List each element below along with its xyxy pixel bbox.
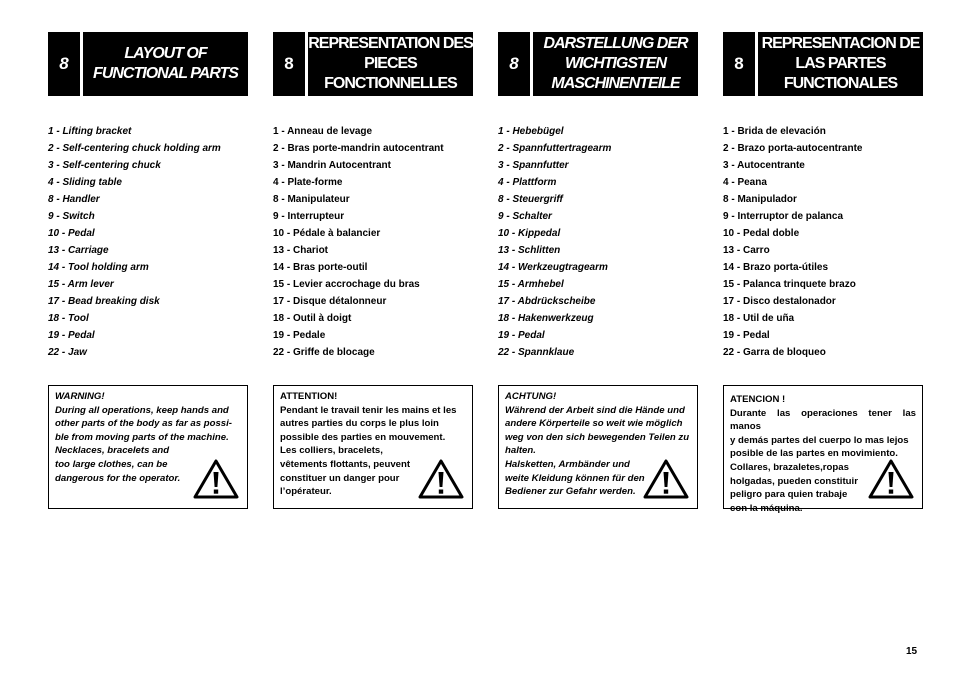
- list-item: 4 - Peana: [723, 177, 767, 188]
- section-title-line: REPRESENTACION DE: [761, 35, 920, 52]
- section-header: [723, 32, 923, 96]
- list-item: 18 - Hakenwerkzeug: [498, 313, 594, 324]
- warning-label: ACHTUNG!: [505, 391, 557, 402]
- section-title-line: LAYOUT OF: [124, 45, 207, 62]
- warning-text-line: possible des parties en mouvement.: [280, 431, 446, 443]
- warning-text-line: During all operations, keep hands and: [55, 404, 229, 416]
- list-item: 4 - Plate-forme: [273, 177, 343, 188]
- list-item: 10 - Kippedal: [498, 228, 561, 239]
- section-english: [48, 32, 248, 484]
- list-item: 4 - Sliding table: [48, 177, 122, 188]
- list-item: 13 - Carro: [723, 245, 770, 256]
- warning-triangle-icon: [868, 459, 914, 499]
- list-item: 9 - Schalter: [498, 211, 552, 222]
- warning-box: [273, 385, 473, 509]
- list-item: 8 - Manipulateur: [273, 194, 350, 205]
- list-item: 3 - Spannfutter: [498, 160, 569, 171]
- list-item: 2 - Self-centering chuck holding arm: [48, 143, 221, 154]
- list-item: 8 - Handler: [48, 194, 100, 205]
- warning-text-line: posible de las partes en movimiento.: [730, 448, 898, 460]
- section-title-line: WICHTIGSTEN: [565, 55, 666, 72]
- section-number: 8: [723, 32, 755, 96]
- list-item: 17 - Disque détalonneur: [273, 296, 387, 307]
- section-title-line: FUNCTIONALES: [783, 75, 898, 92]
- list-item: 19 - Pedal: [48, 330, 95, 341]
- warning-label: ATTENTION!: [280, 391, 338, 402]
- warning-text-line: Durante las operaciones tener las manos: [730, 407, 916, 433]
- section-title-line: LAS PARTES: [795, 55, 886, 72]
- warning-box: [498, 385, 698, 509]
- list-item: 15 - Armhebel: [498, 279, 564, 290]
- page-number: 15: [906, 646, 918, 657]
- list-item: 22 - Spannklaue: [498, 347, 575, 358]
- warning-text-line: Während der Arbeit sind die Hände und: [505, 404, 685, 416]
- list-item: 8 - Manipulador: [723, 194, 797, 205]
- warning-text-line: constituer un danger pour: [280, 472, 400, 484]
- section-header: [498, 32, 698, 96]
- list-item: 3 - Self-centering chuck: [48, 160, 161, 171]
- list-item: 17 - Abdrückscheibe: [498, 296, 596, 307]
- list-item: 9 - Interruptor de palanca: [723, 211, 844, 222]
- warning-text-line: andere Körperteile so weit wie möglich: [505, 418, 683, 430]
- warning-text-line: y demás partes del cuerpo lo mas lejos: [730, 434, 909, 446]
- list-item: 18 - Util de uña: [723, 313, 795, 324]
- section-title-line: DARSTELLUNG DER: [543, 35, 688, 52]
- warning-label: ATENCION !: [730, 394, 786, 405]
- section-title-line: FONCTIONNELLES: [324, 75, 457, 92]
- list-item: 10 - Pédale à balancier: [273, 228, 381, 239]
- warning-box: [48, 385, 248, 509]
- list-item: 2 - Spannfuttertragearm: [498, 143, 612, 154]
- section-title-line: PIECES: [364, 55, 417, 72]
- section-number: 8: [48, 32, 80, 96]
- list-item: 14 - Bras porte-outil: [273, 262, 368, 273]
- list-item: 3 - Autocentrante: [723, 160, 805, 171]
- list-item: 8 - Steuergriff: [498, 194, 563, 205]
- list-item: 2 - Brazo porta-autocentrante: [723, 143, 863, 154]
- list-item: 3 - Mandrin Autocentrant: [273, 160, 391, 171]
- warning-text-line: autres parties du corps le plus loin: [280, 418, 439, 430]
- list-item: 13 - Carriage: [48, 245, 109, 256]
- section-title-line: MASCHINENTEILE: [551, 75, 680, 92]
- list-item: 9 - Interrupteur: [273, 211, 345, 222]
- warning-text-line: halten.: [505, 445, 536, 457]
- parts-list: [723, 123, 923, 361]
- list-item: 13 - Chariot: [273, 245, 329, 256]
- section-title: [83, 32, 248, 96]
- list-item: 22 - Garra de bloqueo: [723, 347, 826, 358]
- warning-text-line: weg von den sich bewegenden Teilen zu: [505, 431, 690, 443]
- section-title-line: REPRESENTATION DES: [308, 35, 473, 52]
- list-item: 14 - Brazo porta-útiles: [723, 262, 829, 273]
- parts-list: [48, 123, 248, 361]
- list-item: 2 - Bras porte-mandrin autocentrant: [273, 143, 444, 154]
- parts-list: [498, 123, 698, 361]
- list-item: 1 - Anneau de levage: [273, 126, 373, 137]
- list-item: 1 - Hebebügel: [498, 126, 564, 137]
- list-item: 9 - Switch: [48, 211, 95, 222]
- warning-text-line: l’opérateur.: [280, 486, 332, 498]
- warning-text-line: ble from moving parts of the machine.: [55, 431, 229, 443]
- warning-text-line: Collares, brazaletes,ropas: [730, 461, 849, 473]
- list-item: 13 - Schlitten: [498, 245, 561, 256]
- warning-text-line: weite Kleidung können für den: [505, 472, 645, 484]
- warning-text-line: dangerous for the operator.: [55, 472, 181, 484]
- section-title-line: FUNCTIONAL PARTS: [93, 65, 238, 82]
- warning-text-line: too large clothes, can be: [55, 458, 168, 470]
- warning-triangle-icon: [418, 459, 464, 499]
- section-title: [533, 32, 698, 96]
- list-item: 19 - Pedal: [723, 330, 770, 341]
- list-item: 10 - Pedal doble: [723, 228, 800, 239]
- list-item: 17 - Bead breaking disk: [48, 296, 160, 307]
- list-item: 10 - Pedal: [48, 228, 95, 239]
- list-item: 19 - Pedal: [498, 330, 545, 341]
- warning-text-line: Halsketten, Armbänder und: [505, 458, 630, 470]
- section-header: [273, 32, 473, 96]
- parts-list: [273, 123, 473, 361]
- warning-text-line: Pendant le travail tenir les mains et les: [280, 404, 457, 416]
- list-item: 22 - Griffe de blocage: [273, 347, 375, 358]
- list-item: 15 - Arm lever: [48, 279, 114, 290]
- section-french: [273, 32, 473, 498]
- section-german: [498, 32, 698, 498]
- list-item: 19 - Pedale: [273, 330, 326, 341]
- list-item: 17 - Disco destalonador: [723, 296, 836, 307]
- warning-triangle-icon: [193, 459, 239, 499]
- list-item: 15 - Levier accrochage du bras: [273, 279, 420, 290]
- warning-text-line: Bediener zur Gefahr werden.: [505, 486, 636, 498]
- section-number: 8: [498, 32, 530, 96]
- section-title: [308, 32, 473, 96]
- list-item: 18 - Tool: [48, 313, 89, 324]
- section-header: [48, 32, 248, 96]
- warning-box: [723, 385, 923, 514]
- list-item: 18 - Outil à doigt: [273, 313, 352, 324]
- list-item: 4 - Plattform: [498, 177, 557, 188]
- section-number: 8: [273, 32, 305, 96]
- warning-label: WARNING!: [55, 391, 105, 402]
- warning-text-line: peligro para quien trabaje: [730, 489, 848, 501]
- section-title: [758, 32, 923, 96]
- list-item: 1 - Lifting bracket: [48, 126, 132, 137]
- warning-text-line: con la máquina.: [730, 502, 803, 514]
- warning-triangle-icon: [643, 459, 689, 499]
- warning-text-line: holgadas, pueden constituir: [730, 475, 858, 487]
- list-item: 22 - Jaw: [48, 347, 87, 358]
- list-item: 14 - Tool holding arm: [48, 262, 149, 273]
- section-spanish: [723, 32, 923, 514]
- list-item: 1 - Brida de elevación: [723, 126, 826, 137]
- warning-text-line: Necklaces, bracelets and: [55, 445, 170, 457]
- warning-text-line: Les colliers, bracelets,: [280, 445, 383, 457]
- list-item: 14 - Werkzeugtragearm: [498, 262, 608, 273]
- warning-text-line: other parts of the body as far as possi-: [55, 418, 232, 430]
- warning-text-line: vêtements flottants, peuvent: [280, 458, 411, 470]
- list-item: 15 - Palanca trinquete brazo: [723, 279, 856, 290]
